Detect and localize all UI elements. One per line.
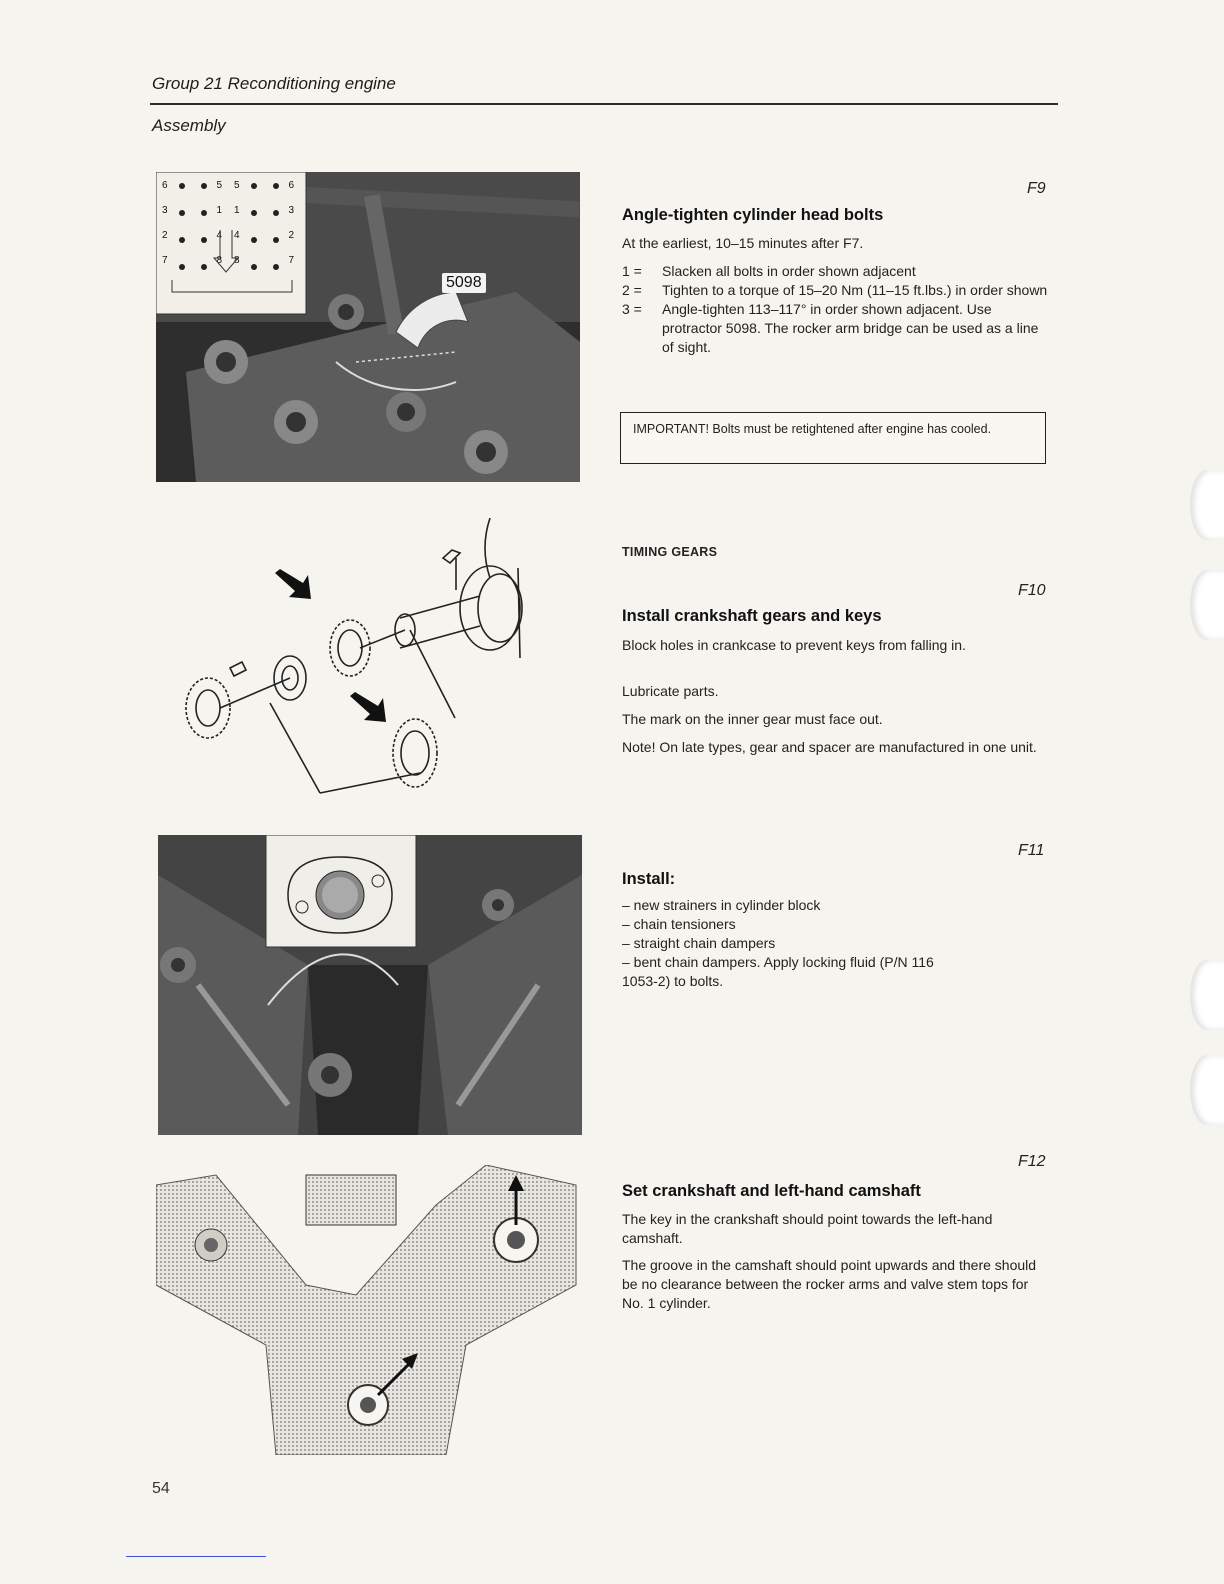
important-note: IMPORTANT! Bolts must be retightened after engine has cooled. — [620, 412, 1046, 464]
step-list-f9 — [622, 262, 1050, 357]
bolt-order-number: 1 — [216, 205, 222, 216]
figure-f9-cylinder-head-photo — [156, 172, 580, 482]
bolt-order-number: 5 — [234, 180, 240, 191]
list-item: – bent chain dampers. Apply locking fluid (P/N 116 1053-2) to bolts. — [622, 954, 934, 989]
list-item: – new strainers in cylinder block — [622, 897, 821, 913]
paragraph: Lubricate parts. — [622, 683, 719, 699]
page-number: 54 — [152, 1480, 170, 1497]
bolt-order-number: 1 — [234, 205, 240, 216]
bolt-order-diagram — [162, 180, 302, 306]
bolt-order-number: 6 — [162, 180, 168, 191]
step-title-f10: Install crankshaft gears and keys — [622, 607, 882, 625]
paragraph: Note! On late types, gear and spacer are manufactured in one unit. — [622, 739, 1037, 755]
step-title-f12: Set crankshaft and left-hand camshaft — [622, 1182, 921, 1200]
bolt-order-number: 2 — [162, 230, 168, 241]
bolt-order-number: 7 — [288, 255, 294, 266]
paragraph: The mark on the inner gear must face out. — [622, 711, 883, 727]
binder-hole — [1190, 960, 1224, 1030]
bolt-order-number: 4 — [216, 230, 222, 241]
paragraph: The groove in the camshaft should point upwards and there should be no clearance between the rocker arms and valve stem tops for No. 1 cylinder. — [622, 1257, 1037, 1311]
step-list-f11 — [622, 896, 962, 991]
bolt-order-number: 6 — [288, 180, 294, 191]
list-item: – chain tensioners — [622, 916, 736, 932]
header-section-title: Assembly — [152, 116, 226, 135]
tool-number-label: 5098 — [442, 273, 486, 293]
list-item: 2 = Tighten to a torque of 15–20 Nm (11–15 ft.lbs.) in order shown — [622, 282, 1048, 298]
header-rule — [150, 103, 1058, 105]
bolt-order-number: 4 — [234, 230, 240, 241]
step-intro-f9: At the earliest, 10–15 minutes after F7. — [622, 235, 864, 251]
paragraph: The key in the crankshaft should point towards the left-hand camshaft. — [622, 1211, 993, 1246]
step-title-f9: Angle-tighten cylinder head bolts — [622, 206, 884, 224]
step-title-f11: Install: — [622, 870, 676, 888]
section-heading-timing-gears: TIMING GEARS — [622, 545, 718, 559]
figure-f12-engine-block-drawing — [156, 1165, 582, 1455]
list-item: 3 = Angle-tighten 113–117° in order shown adjacent. Use protractor 5098. The rocker arm bridge can be used as a line of sight. — [622, 301, 1039, 355]
paragraph: Block holes in crankcase to prevent keys from falling in. — [622, 637, 966, 653]
bolt-order-number: 2 — [288, 230, 294, 241]
footer-rule — [126, 1556, 266, 1557]
figure-f10-crankshaft-gears-drawing — [160, 518, 580, 808]
step-number-f12: F12 — [1018, 1153, 1046, 1170]
figure-f11-engine-front-photo — [158, 835, 582, 1135]
binder-hole — [1190, 470, 1224, 540]
step-number-f10: F10 — [1018, 582, 1046, 599]
header-group-title: Group 21 Reconditioning engine — [152, 74, 396, 93]
bolt-order-number: 3 — [162, 205, 168, 216]
bolt-order-number: 8 — [216, 255, 222, 266]
bolt-order-number: 3 — [288, 205, 294, 216]
binder-hole — [1190, 1055, 1224, 1125]
list-item: – straight chain dampers — [622, 935, 776, 951]
bolt-order-number: 8 — [234, 255, 240, 266]
binder-hole — [1190, 570, 1224, 640]
step-number-f11: F11 — [1018, 842, 1045, 859]
step-number-f9: F9 — [1027, 180, 1046, 197]
bolt-order-number: 7 — [162, 255, 168, 266]
list-item: 1 = Slacken all bolts in order shown adjacent — [622, 263, 916, 279]
bolt-order-number: 5 — [216, 180, 222, 191]
